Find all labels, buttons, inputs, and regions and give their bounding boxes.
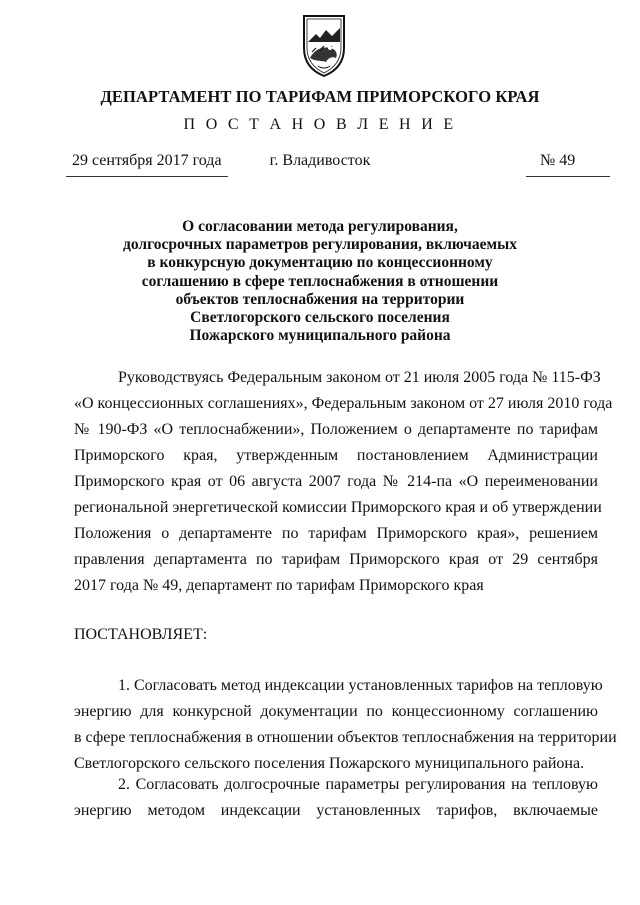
preamble-line: Положения о департаменте по тарифам Приморского края», решением	[74, 525, 598, 542]
title-line: соглашению в сфере теплоснабжения в отношении	[141, 272, 499, 290]
department-name: ДЕПАРТАМЕНТ ПО ТАРИФАМ ПРИМОРСКОГО КРАЯ	[100, 87, 540, 106]
item-2-line: 2. Согласовать долгосрочные параметры регулирования на тепловую	[118, 776, 598, 793]
preamble-paragraph	[74, 365, 613, 599]
preamble-line: 2017 года № 49, департамент по тарифам Приморского края	[74, 577, 484, 594]
title-line: Светлогорского сельского поселения	[190, 309, 450, 327]
document-city: г. Владивосток	[269, 152, 371, 169]
item-1-paragraph	[74, 673, 617, 777]
title-line: долгосрочных параметров регулирования, включаемых	[123, 236, 517, 254]
document-type: П О С Т А Н О В Л Е Н И Е	[183, 116, 457, 133]
title-line: О согласовании метода регулирования,	[182, 218, 458, 235]
document-date: 29 сентября 2017 года	[72, 152, 222, 169]
preamble-line: № 190-ФЗ «О теплоснабжении», Положением о департаменте по тарифам	[74, 421, 598, 438]
resolve-heading: ПОСТАНОВЛЯЕТ:	[74, 626, 208, 643]
coat-of-arms-emblem	[300, 12, 348, 78]
item-1-line: 1. Согласовать метод индексации установленных тарифов на тепловую	[118, 677, 603, 694]
preamble-line: Приморского края, утвержденным постановлением Администрации	[74, 447, 598, 464]
title-line: объектов теплоснабжения на территории	[175, 290, 465, 308]
preamble-line: региональной энергетической комиссии Приморского края и об утверждении	[74, 499, 602, 516]
document-number: № 49	[540, 152, 576, 169]
date-underline	[66, 176, 228, 177]
item-1-line: Светлогорского сельского поселения Пожарского муниципального района.	[74, 755, 585, 772]
preamble-line: правления департамента по тарифам Приморского края от 29 сентября	[74, 551, 598, 568]
number-underline	[526, 176, 610, 177]
title-line: Пожарского муниципального района	[189, 327, 451, 345]
item-1-line: энергию для конкурсной документации по концессионному соглашению	[74, 703, 598, 720]
preamble-line: «О концессионных соглашениях», Федеральным законом от 27 июля 2010 года	[74, 395, 613, 412]
title-line: в конкурсную документацию по концессионному	[147, 254, 493, 272]
preamble-line: Приморского края от 06 августа 2007 года № 214-па «О переименовании	[74, 473, 598, 490]
item-2-paragraph	[74, 772, 598, 824]
item-1-line: в сфере теплоснабжения в отношении объектов теплоснабжения на территории	[74, 729, 617, 746]
preamble-line: Руководствуясь Федеральным законом от 21 июля 2005 года № 115-ФЗ	[118, 369, 601, 386]
item-2-line: энергию методом индексации установленных тарифов, включаемые	[74, 802, 598, 819]
document-title	[100, 218, 540, 345]
